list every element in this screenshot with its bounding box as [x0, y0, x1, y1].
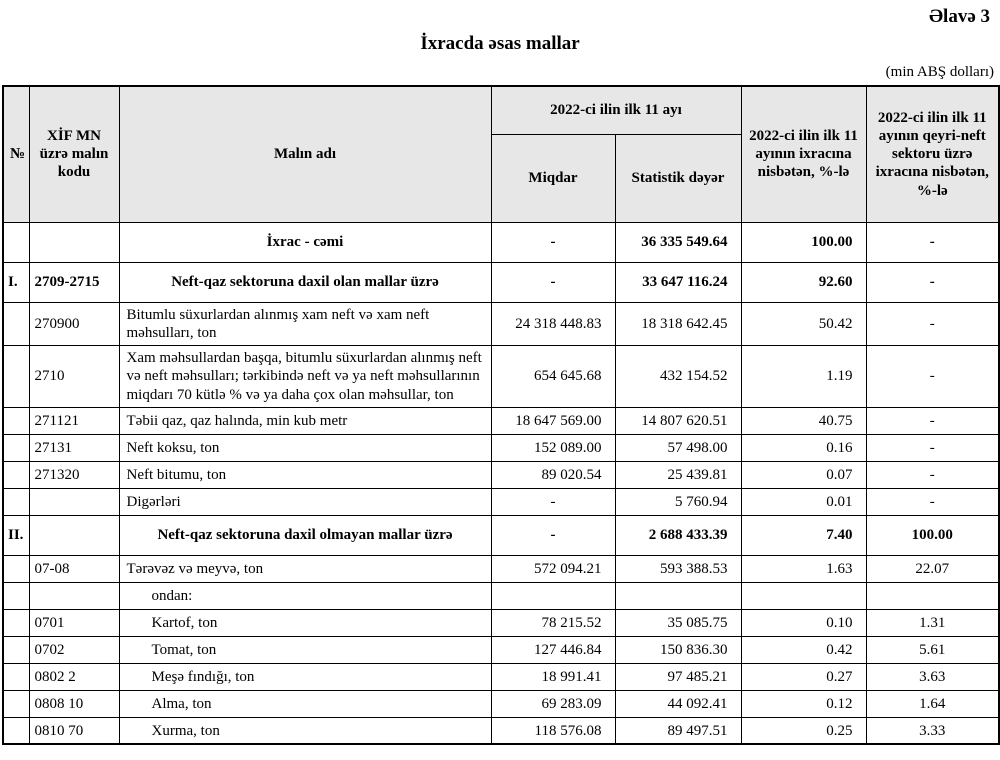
cell-value: 36 335 549.64: [615, 222, 741, 262]
cell-name: Təbii qaz, qaz halında, min kub metr: [119, 407, 491, 434]
cell-nonoil: 22.07: [866, 555, 999, 582]
cell-no: [3, 222, 29, 262]
header-no: №: [3, 86, 29, 222]
cell-share: [741, 582, 866, 609]
cell-share: 0.07: [741, 461, 866, 488]
table-row: [3, 461, 999, 488]
cell-qty: 118 576.08: [491, 717, 615, 744]
cell-name: İxrac - cəmi: [119, 222, 491, 262]
table-row: [3, 262, 999, 302]
cell-name: ondan:: [119, 582, 491, 609]
cell-qty: -: [491, 488, 615, 515]
cell-name: Meşə fındığı, ton: [119, 663, 491, 690]
cell-code: [29, 488, 119, 515]
cell-code: 270900: [29, 302, 119, 346]
cell-value: 5 760.94: [615, 488, 741, 515]
cell-share: 50.42: [741, 302, 866, 346]
cell-qty: -: [491, 515, 615, 555]
table-row: [3, 555, 999, 582]
cell-no: [3, 434, 29, 461]
cell-value: 57 498.00: [615, 434, 741, 461]
cell-name: Xam məhsullardan başqa, bitumlu süxurlardan alınmış neft və neft məhsulları; tərkibində neft və ya neft məhsullarının miqdarı 70 kütlə % və ya daha çox olan məhsullar, ton: [119, 346, 491, 408]
cell-code: 0808 10: [29, 690, 119, 717]
cell-qty: 24 318 448.83: [491, 302, 615, 346]
cell-value: 35 085.75: [615, 609, 741, 636]
table-body: [3, 222, 999, 744]
cell-share: 0.27: [741, 663, 866, 690]
cell-nonoil: -: [866, 302, 999, 346]
cell-nonoil: -: [866, 346, 999, 408]
cell-code: 271121: [29, 407, 119, 434]
cell-code: 271320: [29, 461, 119, 488]
cell-qty: 89 020.54: [491, 461, 615, 488]
cell-qty: 127 446.84: [491, 636, 615, 663]
cell-code: [29, 515, 119, 555]
table-row: [3, 515, 999, 555]
table-row: [3, 663, 999, 690]
cell-no: [3, 663, 29, 690]
cell-nonoil: -: [866, 461, 999, 488]
cell-code: 0810 70: [29, 717, 119, 744]
cell-qty: 18 991.41: [491, 663, 615, 690]
table-row: [3, 434, 999, 461]
cell-code: 0702: [29, 636, 119, 663]
cell-no: I.: [3, 262, 29, 302]
cell-qty: 78 215.52: [491, 609, 615, 636]
table-row: [3, 582, 999, 609]
export-table: [2, 85, 1000, 745]
cell-nonoil: -: [866, 407, 999, 434]
cell-code: 0701: [29, 609, 119, 636]
cell-value: 97 485.21: [615, 663, 741, 690]
table-row: [3, 636, 999, 663]
cell-share: 0.12: [741, 690, 866, 717]
cell-no: [3, 488, 29, 515]
cell-code: 0802 2: [29, 663, 119, 690]
table-row: [3, 717, 999, 744]
cell-value: 150 836.30: [615, 636, 741, 663]
header-share-nonoil: 2022-ci ilin ilk 11 ayının qeyri-neft sektoru üzrə ixracına nisbətən, %-lə: [866, 86, 999, 222]
cell-qty: 572 094.21: [491, 555, 615, 582]
cell-no: [3, 346, 29, 408]
header-name: Malın adı: [119, 86, 491, 222]
cell-nonoil: -: [866, 222, 999, 262]
cell-code: 07-08: [29, 555, 119, 582]
cell-value: 432 154.52: [615, 346, 741, 408]
cell-value: 18 318 642.45: [615, 302, 741, 346]
cell-value: 44 092.41: [615, 690, 741, 717]
annex-label: Əlavə 3: [929, 6, 990, 27]
cell-share: 7.40: [741, 515, 866, 555]
cell-value: 2 688 433.39: [615, 515, 741, 555]
cell-nonoil: -: [866, 434, 999, 461]
cell-nonoil: [866, 582, 999, 609]
header-share-total: 2022-ci ilin ilk 11 ayının ixracına nisbətən, %-lə: [741, 86, 866, 222]
cell-share: 0.10: [741, 609, 866, 636]
cell-name: Alma, ton: [119, 690, 491, 717]
cell-code: 27131: [29, 434, 119, 461]
cell-qty: -: [491, 222, 615, 262]
cell-qty: [491, 582, 615, 609]
cell-no: [3, 636, 29, 663]
cell-name: Tərəvəz və meyvə, ton: [119, 555, 491, 582]
header-quantity: Miqdar: [491, 134, 615, 222]
cell-code: [29, 222, 119, 262]
cell-name: Xurma, ton: [119, 717, 491, 744]
cell-share: 92.60: [741, 262, 866, 302]
cell-no: [3, 609, 29, 636]
cell-name: Tomat, ton: [119, 636, 491, 663]
cell-share: 0.01: [741, 488, 866, 515]
cell-nonoil: 3.63: [866, 663, 999, 690]
cell-qty: -: [491, 262, 615, 302]
table-row: [3, 690, 999, 717]
cell-value: 25 439.81: [615, 461, 741, 488]
cell-qty: 152 089.00: [491, 434, 615, 461]
cell-no: II.: [3, 515, 29, 555]
unit-note: (min ABŞ dolları): [885, 64, 994, 80]
cell-share: 0.16: [741, 434, 866, 461]
cell-no: [3, 690, 29, 717]
cell-nonoil: 100.00: [866, 515, 999, 555]
cell-share: 100.00: [741, 222, 866, 262]
cell-code: 2710: [29, 346, 119, 408]
cell-no: [3, 717, 29, 744]
table-row: [3, 609, 999, 636]
cell-nonoil: 5.61: [866, 636, 999, 663]
cell-nonoil: 1.64: [866, 690, 999, 717]
header-stat-value: Statistik dəyər: [615, 134, 741, 222]
header-period-group: 2022-ci ilin ilk 11 ayı: [491, 86, 741, 134]
table-row: [3, 488, 999, 515]
cell-no: [3, 461, 29, 488]
cell-nonoil: -: [866, 262, 999, 302]
cell-share: 1.19: [741, 346, 866, 408]
table-row: [3, 407, 999, 434]
cell-name: Neft-qaz sektoruna daxil olmayan mallar üzrə: [119, 515, 491, 555]
cell-no: [3, 302, 29, 346]
cell-name: Neft bitumu, ton: [119, 461, 491, 488]
cell-value: 89 497.51: [615, 717, 741, 744]
cell-share: 0.42: [741, 636, 866, 663]
table-row: [3, 346, 999, 408]
cell-name: Bitumlu süxurlardan alınmış xam neft və xam neft məhsulları, ton: [119, 302, 491, 346]
table-header: [3, 86, 999, 222]
cell-name: Neft koksu, ton: [119, 434, 491, 461]
cell-value: 593 388.53: [615, 555, 741, 582]
page-title: İxracda əsas mallar: [420, 33, 580, 54]
cell-nonoil: -: [866, 488, 999, 515]
cell-code: 2709-2715: [29, 262, 119, 302]
cell-qty: 654 645.68: [491, 346, 615, 408]
cell-no: [3, 555, 29, 582]
cell-share: 1.63: [741, 555, 866, 582]
table-row: [3, 302, 999, 346]
cell-no: [3, 582, 29, 609]
cell-value: [615, 582, 741, 609]
cell-name: Kartof, ton: [119, 609, 491, 636]
cell-name: Digərləri: [119, 488, 491, 515]
cell-name: Neft-qaz sektoruna daxil olan mallar üzrə: [119, 262, 491, 302]
table-row: [3, 222, 999, 262]
cell-nonoil: 3.33: [866, 717, 999, 744]
cell-code: [29, 582, 119, 609]
cell-no: [3, 407, 29, 434]
cell-qty: 69 283.09: [491, 690, 615, 717]
cell-share: 40.75: [741, 407, 866, 434]
cell-qty: 18 647 569.00: [491, 407, 615, 434]
cell-value: 33 647 116.24: [615, 262, 741, 302]
cell-nonoil: 1.31: [866, 609, 999, 636]
cell-share: 0.25: [741, 717, 866, 744]
header-code: XİF MN üzrə malın kodu: [29, 86, 119, 222]
cell-value: 14 807 620.51: [615, 407, 741, 434]
